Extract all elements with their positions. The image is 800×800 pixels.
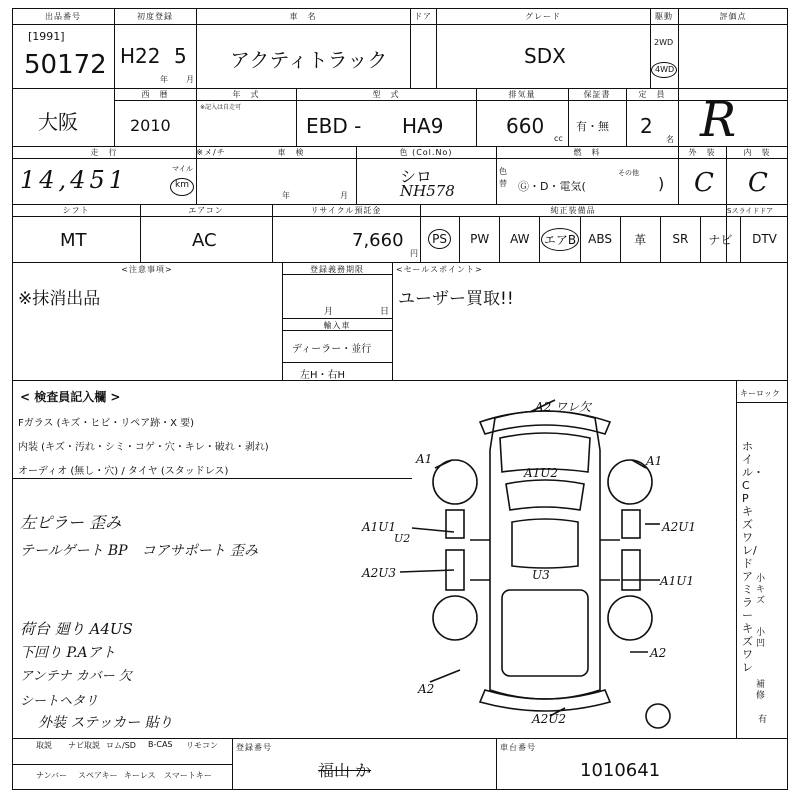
- ac: AC: [192, 230, 217, 251]
- cc-unit: cc: [554, 134, 563, 143]
- recycle-amount: 7,660: [352, 230, 404, 251]
- score-label: 評価点: [719, 12, 747, 21]
- caution-text: ※抹消出品: [18, 289, 101, 309]
- chassis-label: 車台番号: [500, 743, 536, 752]
- lot-number: 50172: [24, 50, 107, 80]
- color-label: 色 (Col.No): [399, 148, 453, 157]
- first-registration-era: H22: [120, 44, 161, 68]
- inspection-year-unit: 年: [282, 191, 290, 200]
- hand-note-3: 荷台 廻り A4US: [20, 620, 133, 638]
- footer-items-bottom: [36, 770, 214, 781]
- diagram-mark-right-rear: A2: [650, 646, 667, 660]
- year-label: 西 暦: [141, 90, 169, 99]
- inspection-month-unit: 月: [340, 191, 348, 200]
- hand-note-6: シートヘタリ: [20, 694, 99, 709]
- footer-item-remote: リモコン: [186, 741, 218, 750]
- grade-label: グレード: [525, 12, 561, 21]
- diagram-mark-left-mirror: A1U1: [362, 520, 397, 534]
- diagram-mark-left-pillar: U2: [394, 532, 411, 545]
- warranty-label: 保証書: [583, 90, 611, 99]
- footer-item-navi-manual: ナビ取説: [68, 741, 100, 750]
- import-label: 輸入車: [323, 321, 351, 330]
- shift: MT: [60, 230, 87, 251]
- lot-number-label: 出品番号: [45, 12, 81, 21]
- score-value: R: [700, 92, 737, 148]
- equipment-ps: [420, 216, 460, 262]
- drive-label: 駆動: [655, 12, 673, 21]
- deadline-day-unit: 日: [380, 307, 390, 317]
- equipment-aw: AW: [500, 216, 540, 262]
- interior-label: 内 装: [743, 148, 771, 157]
- diagram-mark-hood: A1U2: [524, 466, 559, 480]
- equipment-airbag-circled: エアB: [541, 228, 579, 251]
- present-mark: 有: [758, 715, 768, 725]
- displacement: 660: [506, 114, 545, 138]
- shift-label: シフト: [62, 206, 90, 215]
- color: シロ: [400, 167, 433, 186]
- repaired-label: 補修: [756, 680, 766, 701]
- diagram-mark-right-fender: A1: [646, 454, 663, 468]
- equipment-label: 純正装備品: [550, 206, 596, 215]
- drive-4wd: 4WD: [655, 65, 675, 74]
- sales-point-label: <セールスポイント>: [396, 265, 483, 274]
- caution-label: <注意事項>: [121, 265, 173, 274]
- year-unit: 年: [160, 75, 168, 84]
- diagram-mark-left-door: A2U3: [362, 566, 397, 580]
- equipment-list: [420, 216, 788, 262]
- capacity-label: 定 員: [638, 90, 666, 99]
- footer-item-spare-key: スペアキー: [78, 771, 118, 780]
- car-name-label: 車 名: [289, 12, 317, 21]
- small-scratch-label: 小キズ: [756, 574, 766, 606]
- key-lock-side-text: ホイル・CPキズワレ/ドアミラーキズワレ: [742, 440, 764, 674]
- footer-item-number: ナンバー: [36, 771, 68, 780]
- first-registration-label: 初度登録: [137, 12, 173, 21]
- warranty-options: 有・無: [576, 120, 609, 133]
- import-steering: 左H・右H: [300, 370, 346, 381]
- diagram-mark-rear-bumper: A2U2: [532, 712, 567, 726]
- color-code: NH578: [400, 182, 455, 200]
- mileage-unit-km: km: [175, 180, 189, 190]
- import-dealer: ディーラー・並行: [292, 344, 372, 355]
- grade: SDX: [524, 44, 566, 68]
- drive-2wd: 2WD: [654, 38, 674, 47]
- ac-label: エアコン: [188, 206, 224, 215]
- footer-items-top: [36, 740, 226, 751]
- hand-note-7: 外装 ステッカー 貼り: [38, 715, 173, 731]
- interior-grade: C: [748, 168, 768, 198]
- sliding-door-label: Sスライドドア: [727, 207, 774, 215]
- mileage-label: 走 行: [90, 148, 118, 157]
- small-dent-label: 小凹: [756, 628, 766, 649]
- location: 大阪: [38, 110, 78, 134]
- model-label: 型 式: [372, 90, 400, 99]
- fuel-other-label: その他: [618, 169, 639, 177]
- meter-change-label: ※メ/チ: [196, 148, 226, 157]
- lot-prefix: [1991]: [28, 30, 65, 43]
- equipment-ps-circled: PS: [428, 229, 451, 249]
- mileage: 14,451: [20, 166, 128, 194]
- registration-deadline-label: 登録義務期限: [310, 265, 364, 274]
- equipment-abs: ABS: [581, 216, 621, 262]
- capacity-unit: 名: [666, 135, 674, 144]
- plate-number: 福山 か: [318, 761, 372, 780]
- recycle-label: リサイクル預託金: [310, 206, 382, 215]
- model-prefix: EBD -: [306, 114, 362, 138]
- equipment-navi: ナビ: [701, 216, 741, 262]
- fuel-label: 燃 料: [573, 148, 601, 157]
- model-code: HA9: [402, 114, 444, 138]
- diagram-mark-right-bed: A1U1: [660, 574, 695, 588]
- month-unit: 月: [186, 75, 194, 84]
- hand-note-1: 左ピラー 歪み: [20, 513, 122, 532]
- diagram-mark-right-door: A2U1: [662, 520, 697, 534]
- color-change-label: 色替: [499, 167, 507, 188]
- diagram-mark-left-rear: A2: [418, 682, 435, 696]
- equipment-sr: SR: [661, 216, 701, 262]
- model-year-note: ※記入は自走可: [200, 104, 242, 111]
- inspector-line-audio-tire: オーディオ (無し・穴) / タイヤ (スタッドレス): [18, 466, 229, 477]
- diagram-mark-left-fender: A1: [416, 452, 433, 466]
- model-year-label: 年 式: [232, 90, 260, 99]
- fuel-options: Ⓖ・D・電気(: [518, 180, 586, 193]
- hand-note-2: テールゲート BP コアサポート 歪み: [20, 543, 259, 559]
- chassis-number: 1010641: [580, 760, 661, 781]
- first-registration-month: 5: [174, 44, 187, 68]
- footer-item-keyless: キーレス: [124, 771, 156, 780]
- fuel-close-paren: ): [658, 174, 665, 193]
- equipment-pw: PW: [460, 216, 500, 262]
- yen-unit: 円: [410, 249, 418, 258]
- footer-item-bcas: B-CAS: [148, 740, 173, 749]
- car-damage-diagram: [360, 390, 730, 735]
- diagram-mark-front: A2 ワレ欠: [535, 400, 592, 414]
- footer-item-manual: 取説: [36, 741, 52, 750]
- displacement-label: 排気量: [508, 90, 536, 99]
- mileage-unit-mile: マイル: [172, 165, 193, 173]
- car-name: アクティトラック: [230, 48, 388, 72]
- diagram-mark-bed: U3: [532, 568, 550, 582]
- equipment-leather: 革: [621, 216, 661, 262]
- plate-label: 登録番号: [236, 743, 272, 752]
- inspector-title: < 検査員記入欄 >: [20, 390, 121, 404]
- door-label: ドア: [414, 12, 432, 21]
- exterior-grade: C: [694, 168, 714, 198]
- exterior-label: 外 装: [688, 148, 716, 157]
- hand-note-5: アンテナ カバー 欠: [20, 669, 132, 684]
- capacity: 2: [640, 114, 653, 138]
- footer-item-smart-key: スマートキー: [164, 771, 212, 780]
- inspector-line-interior: 内装 (キズ・汚れ・シミ・コゲ・穴・キレ・破れ・剥れ): [18, 442, 269, 453]
- inspector-line-windshield: Fガラス (キズ・ヒビ・リペア跡・X 要): [18, 418, 195, 429]
- footer-item-rom-sd: ロム/SD: [106, 741, 136, 750]
- equipment-dtv: DTV: [752, 232, 777, 246]
- key-lock-label: キーロック: [740, 389, 780, 398]
- deadline-month-unit: 月: [324, 307, 334, 317]
- hand-note-4: 下回り P.Aアト: [20, 645, 116, 661]
- sales-point-text: ユーザー買取!!: [398, 289, 514, 309]
- year: 2010: [130, 116, 171, 135]
- equipment-airbag: [540, 216, 580, 262]
- inspection-label: 車 検: [277, 148, 305, 157]
